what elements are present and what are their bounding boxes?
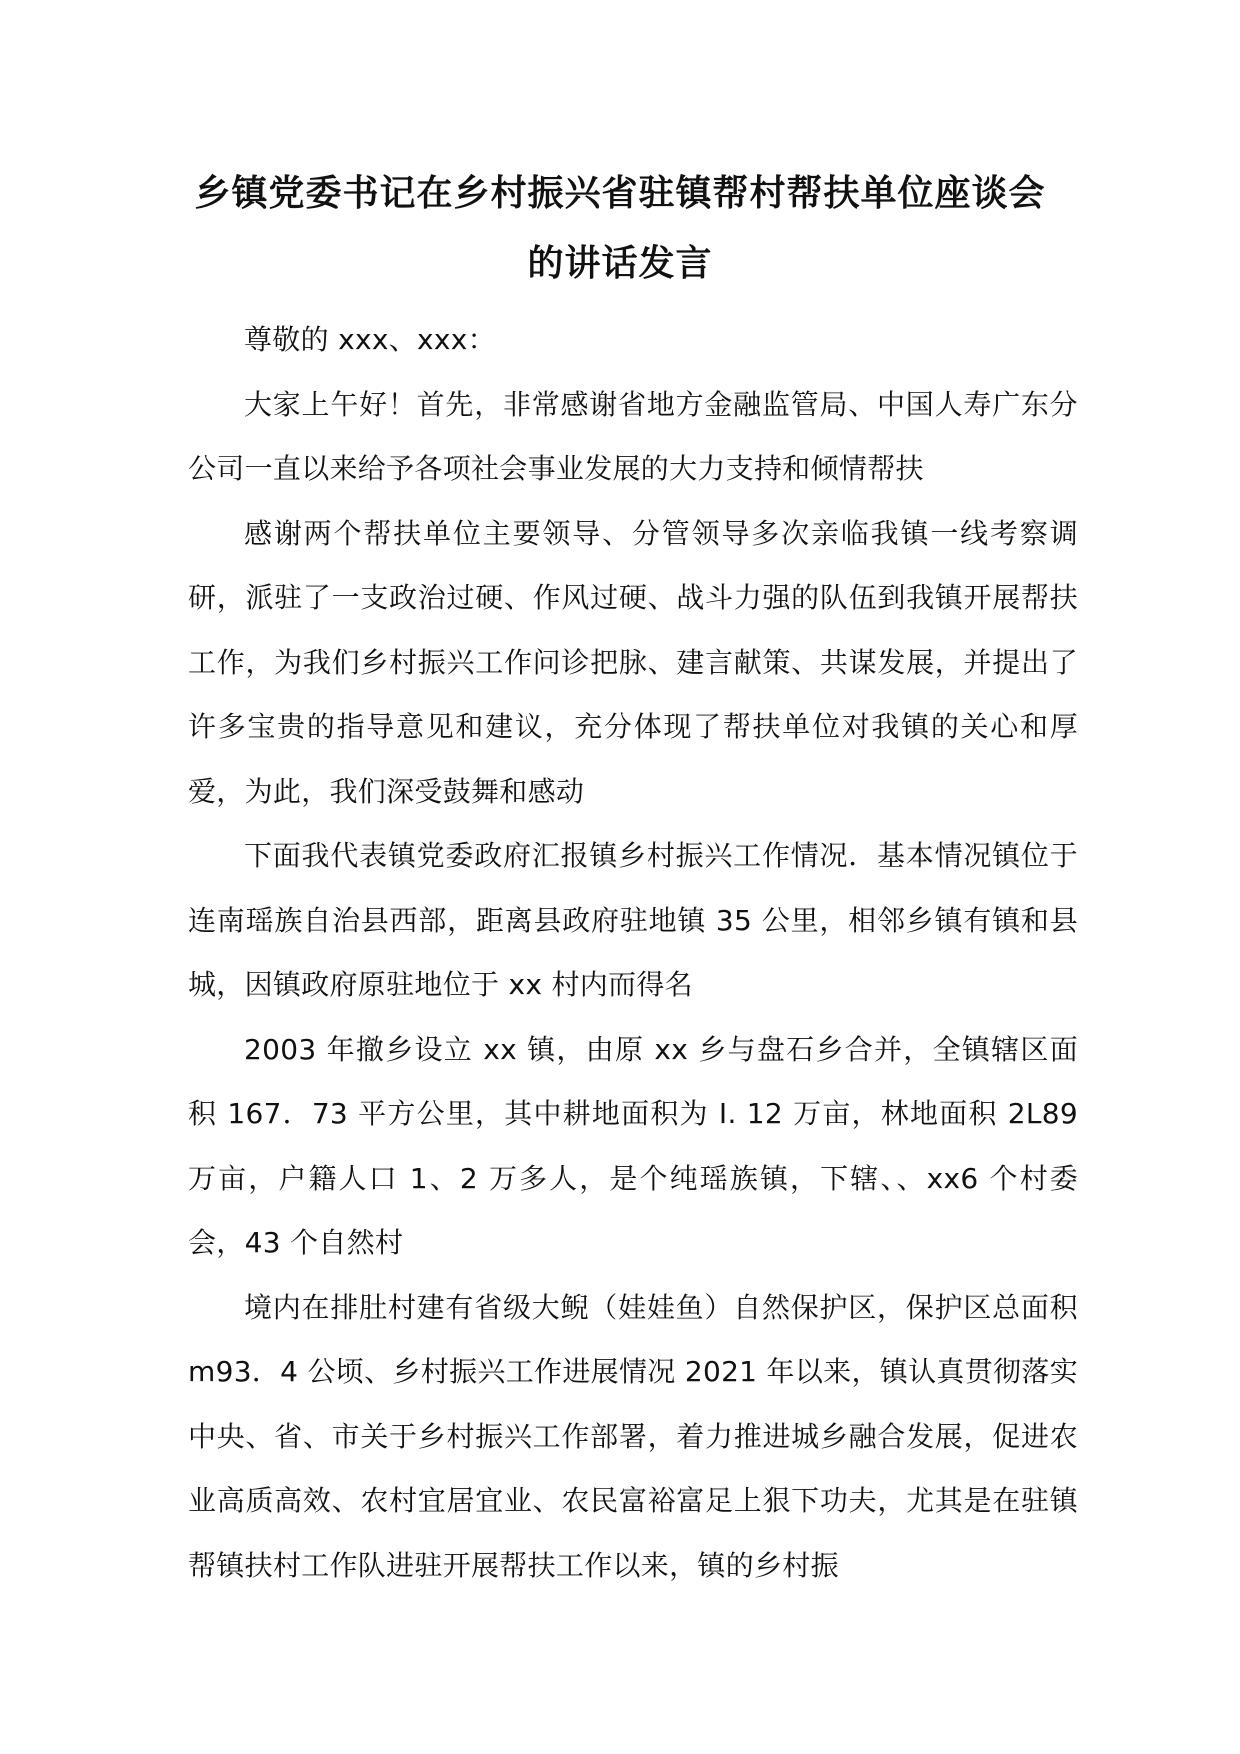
document-title-line-2: 的讲话发言: [527, 243, 713, 284]
salutation-paragraph: 尊敬的 xxx、xxx：: [244, 323, 496, 356]
greeting-paragraph: 大家上午好！首先，非常感谢省地方金融监管局、中国人寿广东分公司一直以来给予各项社会事业发展的大力支持和倾情帮扶: [188, 387, 1078, 485]
document-body: [188, 308, 1078, 1598]
thanks-paragraph: 感谢两个帮扶单位主要领导、分管领导多次亲临我镇一线考察调研，派驻了一支政治过硬、作风过硬、战斗力强的队伍到我镇开展帮扶工作，为我们乡村振兴工作问诊把脉、建言献策、共谋发展，并提出了许多宝贵的指导意见和建议，充分体现了帮扶单位对我镇的关心和厚爱，为此，我们深受鼓舞和感动: [188, 516, 1078, 808]
document-title-line-1: 乡镇党委书记在乡村振兴省驻镇帮村帮扶单位座谈会: [194, 173, 1046, 214]
statistics-paragraph: 2003 年撤乡设立 xx 镇，由原 xx 乡与盘石乡合并，全镇辖区面积 167．73 平方公里，其中耕地面积为 I. 12 万亩，林地面积 2L89 万亩，户籍人口 1、2 万多人，是个纯瑶族镇，下辖、、xx6 个村委会，43 个自然村: [188, 1032, 1078, 1259]
basic-situation-paragraph: 下面我代表镇党委政府汇报镇乡村振兴工作情况．基本情况镇位于连南瑶族自治县西部，距离县政府驻地镇 35 公里，相邻乡镇有镇和县城，因镇政府原驻地位于 xx 村内而得名: [188, 839, 1078, 1001]
progress-paragraph: 境内在排肚村建有省级大鲵（娃娃鱼）自然保护区，保护区总面积 m93．4 公顷、乡村振兴工作进展情况 2021 年以来，镇认真贯彻落实中央、省、市关于乡村振兴工作部署，着力推进城乡融合发展，促进农业高质高效、农村宜居宜业、农民富裕富足上狠下功夫，尤其是在驻镇帮镇扶村工作队进驻开展帮扶工作以来，镇的乡村振: [188, 1290, 1078, 1582]
